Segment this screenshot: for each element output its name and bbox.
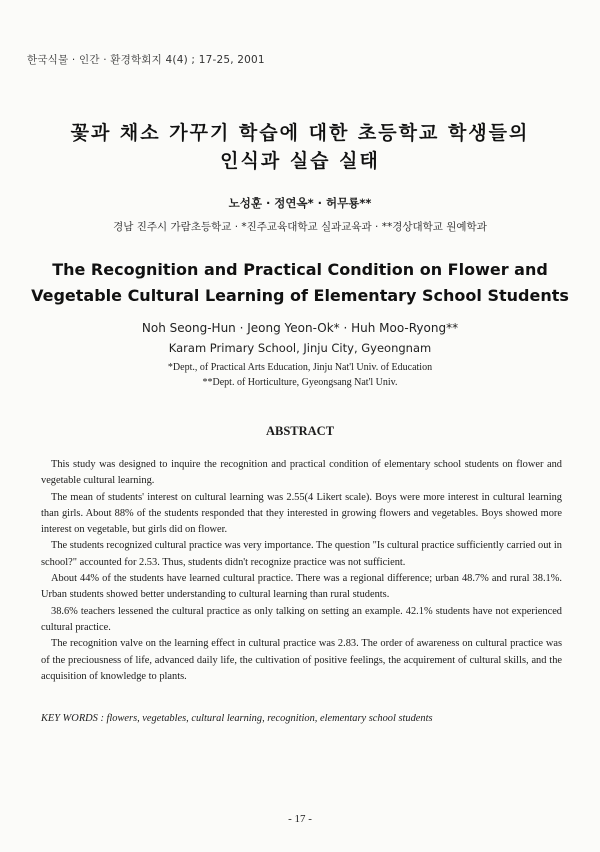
korean-title-line-1: 꽃과 채소 가꾸기 학습에 대한 초등학교 학생들의: [70, 122, 530, 144]
english-dept-2: **Dept. of Horticulture, Gyeongsang Nat'l Univ.: [202, 377, 398, 388]
korean-authors: 노성훈 · 정연옥* · 허무룡**: [228, 196, 372, 210]
abstract-paragraph: 38.6% teachers lessened the cultural practice as only talking on setting an example. 42.1% students have not experienced cultural practice.: [41, 605, 562, 633]
abstract-paragraph: The mean of students' interest on cultural learning was 2.55(4 Likert scale). Boys were more interest in cultural learning than girls. About 88% of the students responded that they interested in growing flowers and vegetables. Boys showed more interest on vegetable, but girls did on flower.: [41, 491, 562, 536]
english-dept-1: *Dept., of Practical Arts Education, Jinju Nat'l Univ. of Education: [167, 362, 433, 373]
english-affiliation: Karam Primary School, Jinju City, Gyeongnam: [168, 341, 432, 355]
page-number: - 17 -: [288, 813, 312, 825]
journal-citation: 한국식물 · 인간 · 환경학회지 4(4) ; 17-25, 2001: [27, 54, 265, 66]
korean-title-line-2: 인식과 실습 실태: [220, 150, 380, 172]
english-title-line-1: The Recognition and Practical Condition on Flower and: [52, 260, 548, 279]
abstract-paragraph: About 44% of the students have learned cultural practice. There was a regional difference; urban 48.7% and rural 38.1%. Urban students showed better understanding to cultural learning than rural students.: [41, 573, 562, 601]
abstract-paragraph: This study was designed to inquire the recognition and practical condition of elementary school students on flower and vegetable cultural learning.: [41, 459, 562, 487]
key-words: KEY WORDS : flowers, vegetables, cultural learning, recognition, elementary school students: [41, 713, 433, 724]
english-authors: Noh Seong-Hun · Jeong Yeon-Ok* · Huh Moo-Ryong**: [141, 321, 459, 335]
abstract-heading: ABSTRACT: [265, 424, 335, 438]
english-title-line-2: Vegetable Cultural Learning of Elementary School Students: [31, 286, 569, 305]
korean-affiliation: 경남 진주시 가람초등학교 · *진주교육대학교 실과교육과 · **경상대학교 원예학과: [113, 221, 487, 233]
abstract-paragraph: The students recognized cultural practice was very importance. The question "Is cultural practice sufficiently carried out in school?" accounted for 2.53. Thus, students didn't recognize practice was not sufficient.: [41, 540, 562, 568]
abstract-body: [41, 457, 562, 685]
abstract-paragraph: The recognition valve on the learning effect in cultural practice was 2.83. The order of awareness on cultural practice was of the preciousness of life, advanced daily life, the cultivation of positive feelings, the acquirement of cultural skills, and the acquisition of knowledge to plants.: [41, 638, 562, 682]
